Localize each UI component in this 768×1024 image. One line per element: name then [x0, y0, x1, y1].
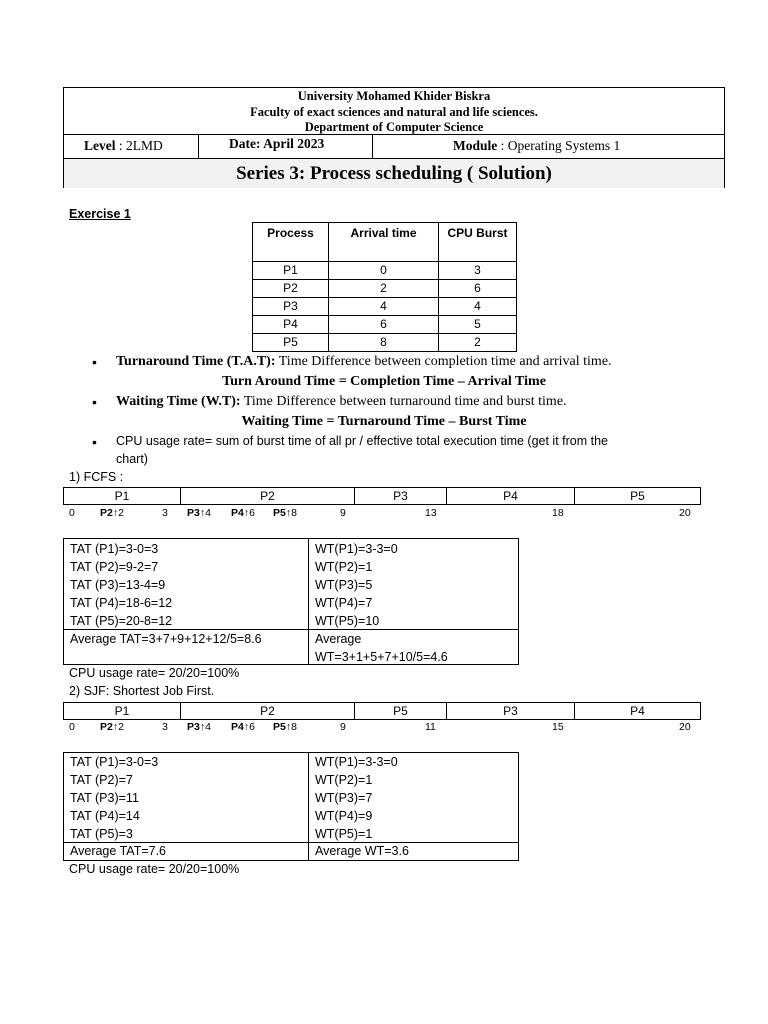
arrival-process: P4 [231, 721, 244, 733]
tick-label: 11 [425, 721, 436, 733]
arrival-marker [273, 507, 297, 519]
arrival-process: P2 [100, 507, 113, 519]
tat-term: Turnaround Time (T.A.T): [116, 354, 276, 369]
up-arrow-icon: ↑ [285, 721, 292, 733]
wt-line: WT(P3)=7 [315, 791, 373, 805]
tat-line: TAT (P3)=13-4=9 [70, 578, 166, 592]
header-process: Process [253, 223, 329, 262]
tat-definition [116, 354, 612, 370]
arrival-time: 4 [205, 721, 211, 733]
tat-line: TAT (P5)=3 [70, 827, 133, 841]
wt-line: WT(P1)=3-3=0 [315, 542, 398, 556]
fcfs-title: 1) FCFS : [69, 470, 124, 484]
tick-label: 0 [69, 721, 75, 733]
sjf-results-table [63, 752, 519, 861]
tat-line: TAT (P1)=3-0=3 [70, 542, 159, 556]
wt-line: WT(P2)=1 [315, 773, 373, 787]
table-cell: P5 [253, 334, 329, 352]
table-cell: 2 [329, 280, 439, 298]
fcfs-wt-column [309, 539, 519, 629]
fcfs-tat-column [64, 539, 309, 629]
table-cell: P1 [253, 262, 329, 280]
avg-wt: Average WT=3.6 [315, 844, 409, 858]
module-cell [373, 135, 724, 158]
gantt-block: P1 [114, 704, 130, 718]
avg-tat: Average TAT=3+7+9+12+12/5=8.6 [70, 632, 262, 646]
arrival-marker [273, 721, 297, 733]
arrival-marker [100, 507, 124, 519]
table-cell: 4 [329, 298, 439, 316]
table-cell: 6 [329, 316, 439, 334]
fcfs-gantt-chart [63, 487, 701, 505]
table-cell: 6 [439, 280, 517, 298]
up-arrow-icon: ↑ [243, 507, 250, 519]
tat-line: TAT (P1)=3-0=3 [70, 755, 159, 769]
tat-line: TAT (P4)=18-6=12 [70, 596, 173, 610]
tat-line: TAT (P5)=20-8=12 [70, 614, 173, 628]
table-row [253, 316, 517, 334]
table-cell: 0 [329, 262, 439, 280]
header-burst: CPU Burst [439, 223, 517, 262]
university-name: University Mohamed Khider Biskra [297, 89, 491, 103]
fcfs-avg-wt-cell [309, 629, 519, 664]
arrival-process: P3 [187, 507, 200, 519]
arrival-marker [187, 721, 211, 733]
up-arrow-icon: ↑ [112, 507, 119, 519]
level-cell [64, 135, 199, 158]
sjf-wt-column [309, 753, 519, 842]
table-cell: 8 [329, 334, 439, 352]
wt-formula: Waiting Time = Turnaround Time – Burst Time [241, 414, 527, 429]
wt-line: WT(P5)=1 [315, 827, 373, 841]
module-label: Module [453, 138, 498, 153]
arrival-process: P5 [273, 507, 286, 519]
arrival-marker [231, 721, 255, 733]
sjf-avg-tat-cell [64, 842, 309, 860]
avg-wt-value: WT=3+1+5+7+10/5=4.6 [315, 650, 448, 664]
gantt-block: P1 [114, 489, 130, 503]
arrival-process: P4 [231, 507, 244, 519]
wt-line: WT(P5)=10 [315, 614, 380, 628]
level-label: Level [84, 138, 116, 153]
avg-tat: Average TAT=7.6 [70, 844, 167, 858]
sjf-tat-column [64, 753, 309, 842]
gantt-block: P4 [446, 488, 574, 504]
arrival-process: P5 [273, 721, 286, 733]
table-cell: 3 [439, 262, 517, 280]
arrival-time: 2 [118, 507, 124, 519]
table-cell: 4 [439, 298, 517, 316]
sjf-cpu-usage: CPU usage rate= 20/20=100% [69, 862, 240, 876]
table-row [253, 280, 517, 298]
bullet-icon: • [92, 394, 97, 410]
table-row [253, 298, 517, 316]
arrival-time: 6 [249, 507, 255, 519]
level-value: : 2LMD [115, 138, 163, 153]
tat-formula: Turn Around Time = Completion Time – Arrival Time [222, 374, 546, 389]
fcfs-results-table [63, 538, 519, 665]
date-cell: Date: April 2023 [199, 135, 373, 158]
sjf-time-axis [0, 721, 768, 735]
process-table-header [253, 223, 517, 262]
tick-label: 3 [162, 507, 168, 519]
table-cell: 2 [439, 334, 517, 352]
tat-line: TAT (P4)=14 [70, 809, 140, 823]
gantt-block: P3 [446, 703, 574, 719]
up-arrow-icon: ↑ [199, 721, 206, 733]
tick-label: 15 [552, 721, 564, 733]
arrival-time: 2 [118, 721, 124, 733]
arrival-time: 8 [291, 507, 297, 519]
arrival-marker [231, 507, 255, 519]
fcfs-time-axis [0, 507, 768, 521]
wt-definition [116, 394, 567, 410]
gantt-block: P3 [354, 488, 446, 504]
fcfs-cpu-usage: CPU usage rate= 20/20=100% [69, 666, 240, 680]
bullet-icon: • [92, 434, 97, 450]
module-value: : Operating Systems 1 [497, 138, 621, 153]
tick-label: 20 [679, 507, 691, 519]
table-cell: P2 [253, 280, 329, 298]
faculty-name: Faculty of exact sciences and natural and life sciences. [250, 105, 538, 119]
sjf-avg-wt-cell [309, 842, 519, 860]
tick-label: 18 [552, 507, 564, 519]
gantt-block: P4 [574, 703, 700, 719]
tat-line: TAT (P3)=11 [70, 791, 139, 805]
gantt-block: P2 [180, 488, 354, 504]
arrival-process: P3 [187, 721, 200, 733]
cpu-usage-definition-2: chart) [116, 452, 148, 466]
avg-wt-label: Average [315, 632, 362, 646]
tat-text: Time Difference between completion time and arrival time. [275, 354, 612, 369]
table-cell: P3 [253, 298, 329, 316]
exercise-heading: Exercise 1 [69, 207, 131, 221]
department-name: Department of Computer Science [304, 120, 484, 134]
bullet-icon: • [92, 354, 97, 370]
tat-line: TAT (P2)=7 [70, 773, 133, 787]
tick-label: 20 [679, 721, 691, 733]
wt-line: WT(P1)=3-3=0 [315, 755, 398, 769]
table-cell: P4 [253, 316, 329, 334]
gantt-block: P5 [574, 488, 700, 504]
header-box [63, 87, 725, 188]
wt-line: WT(P3)=5 [315, 578, 373, 592]
tick-label: 3 [162, 721, 168, 733]
arrival-marker [187, 507, 211, 519]
header-arrival: Arrival time [329, 223, 439, 262]
up-arrow-icon: ↑ [112, 721, 119, 733]
wt-line: WT(P4)=7 [315, 596, 373, 610]
sjf-gantt-chart [63, 702, 701, 720]
wt-line: WT(P2)=1 [315, 560, 373, 574]
table-row [253, 334, 517, 352]
tick-label: 9 [340, 507, 346, 519]
page-title: Series 3: Process scheduling ( Solution) [64, 159, 724, 188]
up-arrow-icon: ↑ [199, 507, 206, 519]
arrival-time: 6 [249, 721, 255, 733]
arrival-process: P2 [100, 721, 113, 733]
wt-term: Waiting Time (W.T): [116, 394, 241, 409]
arrival-marker [100, 721, 124, 733]
tick-label: 13 [425, 507, 437, 519]
up-arrow-icon: ↑ [243, 721, 250, 733]
wt-text: Time Difference between turnaround time and burst time. [240, 394, 567, 409]
table-row [253, 262, 517, 280]
tat-line: TAT (P2)=9-2=7 [70, 560, 159, 574]
process-table [252, 222, 517, 352]
arrival-time: 8 [291, 721, 297, 733]
tick-label: 9 [340, 721, 346, 733]
sjf-title: 2) SJF: Shortest Job First. [69, 684, 215, 698]
header-info-row [64, 134, 724, 159]
up-arrow-icon: ↑ [285, 507, 292, 519]
fcfs-avg-tat-cell [64, 629, 309, 664]
cpu-usage-definition-1: CPU usage rate= sum of burst time of all pr / effective total execution time (get it from the [116, 434, 609, 448]
tick-label: 0 [69, 507, 75, 519]
wt-line: WT(P4)=9 [315, 809, 373, 823]
arrival-time: 4 [205, 507, 211, 519]
gantt-block: P2 [180, 703, 354, 719]
table-cell: 5 [439, 316, 517, 334]
gantt-block: P5 [354, 703, 446, 719]
